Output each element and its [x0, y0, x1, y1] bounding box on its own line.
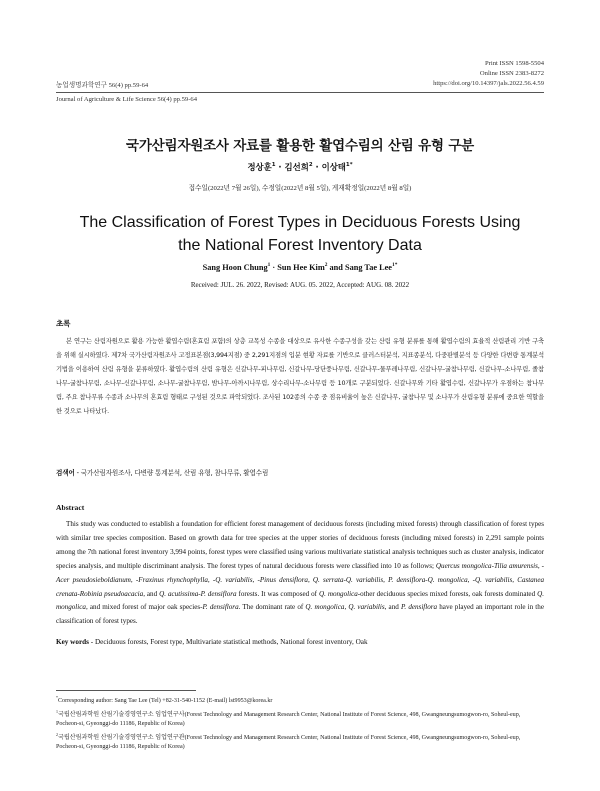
footnote-mark: *: [56, 695, 58, 700]
authors-en: [0, 262, 600, 272]
author-ko-1: 정상훈: [247, 162, 272, 172]
keywords-en-list: - Deciduous forests, Forest type, Multivariate statistical methods, National forest inventory, Oak: [88, 638, 368, 646]
keywords-ko-list: - 국가산림자원조사, 다변량 통계분석, 산림 유형, 참나무류, 활엽수림: [74, 469, 269, 477]
keywords-en: [56, 638, 544, 646]
footnote-mark: 2: [56, 731, 58, 737]
issn-block: [433, 59, 544, 89]
dates-en: Received: JUL. 26. 2022, Revised: AUG. 05. 2022, Accepted: AUG. 08. 2022: [190, 281, 410, 289]
title-en-line1: The Classification of Forest Types in Deciduous Forests Using: [79, 214, 521, 231]
title-en: [0, 211, 600, 257]
species-name: Q. serrata-Q. variabilis: [312, 575, 384, 584]
species-name: Q. mongolica: [319, 589, 358, 598]
author-ko-2-sup: 2: [308, 162, 313, 169]
species-name: Q. mongolica: [56, 589, 544, 612]
keywords-en-label: Key words: [56, 638, 89, 646]
print-issn: Print ISSN 1598-5504: [485, 60, 544, 67]
abstract-en-heading: Abstract: [56, 503, 85, 512]
abstract-text: , and mixed forest of major oak species-: [85, 603, 203, 612]
footnote-text: 국립산림과학원 산림기술경영연구소 임업연구사(Forest Technology and Management Research Center, National Institute of Forest Science, 498, Gwangneungsumogwon-ro, Soheul-eup, Pocheon-si, Gyeonggi-do 11186, Republic of Korea): [56, 711, 521, 728]
keywords-ko-label: 검색어: [56, 469, 75, 477]
title-ko: 국가산림자원조사 자료를 활용한 활엽수림의 산림 유형 구분: [125, 138, 475, 154]
author-en-3-sup: 1*: [392, 262, 398, 268]
abstract-ko-body: [56, 335, 544, 418]
author-ko-1-sup: 1: [271, 162, 276, 169]
abstract-text: ,: [130, 575, 136, 584]
footnote-corresponding: [56, 693, 544, 707]
author-en-2-sup: 2: [324, 262, 328, 268]
abstract-text: This study was conducted to establish a foundation for efficient forest management of deciduous forests (including mixed forests) through classification of forest types with similar tree species composition. Based on growth data for tree species at the upper stories of deciduous forests (including mixed forests) in 2,291 sample points among the 7th national forest inventory 3,994 points, forest types were classified using various multivariate statistical analysis techniques such as cluster analysis, indicator species analysis, and multiple discriminant analysis. The forest types of natural deciduous forests were classified into 10 as follows;: [56, 520, 544, 570]
abstract-ko-text: 본 연구는 산림자원으로 활용 가능한 활엽수림(혼효림 포함)의 상층 교목성 수종을 대상으로 유사한 수종구성을 갖는 산림 유형 분류를 통해 활엽수림의 효율적 산림관리 기반 구축을 위해 실시하였다. 제7차 국가산림자원조사 고정표본점(3,994지점) 중 2,291지점의 입분 현황 자료를 기반으로 클러스터분석, 지표종분석, 다중판별분석 등 다양한 다변량 통계분석 기법을 이용하여 산림 유형을 분류하였다. 활엽수림의 산림 유형은 신갈나무-피나무림, 신갈나무-당단풍나무림, 신갈나무-물푸레나무림, 신갈나무-굴참나무림, 신갈나무-소나무림, 졸참나무-굴참나무림, 소나무-신갈나무림, 소나무-굴참나무림, 밤나무-아까시나무림, 상수리나무-소나무림 등 10개로 구분되었다. 신갈나무와 기타 활엽수림, 신갈나무가 우점하는 참나무림, 주요 참나무류 수종과 소나무의 혼효림 형태로 구성된 것으로 파악되었다. 조사된 102종의 수종 중 점유비율이 높은 신갈나무, 굴참나무 및 소나무가 산림유형 분류에 중요한 역할을 한 것으로 나타났다.: [56, 338, 544, 415]
species-name: Q. variabilis: [348, 603, 385, 612]
conjunction: and: [327, 262, 345, 272]
species-name: -Acer pseudosieboldianum: [56, 561, 545, 584]
authors-ko: [0, 161, 600, 173]
abstract-text: ,: [383, 575, 389, 584]
footnotes: [56, 693, 544, 753]
abstract-ko-heading: 초록: [56, 319, 71, 328]
abstract-text: ,: [252, 575, 258, 584]
abstract-en-body: [56, 518, 544, 629]
abstract-text: . The dominant rate of: [238, 603, 306, 612]
journal-ko: 농업생명과학연구 56(4) pp.59-64: [56, 82, 149, 89]
abstract-text: ,: [512, 575, 518, 584]
author-ko-2: 김선희: [284, 162, 309, 172]
species-name: P. densiflora: [202, 603, 239, 612]
species-name: P. densiflora-Q. mongolica: [388, 575, 468, 584]
keywords-ko: [56, 467, 544, 477]
species-name: Q. mongolica: [305, 603, 345, 612]
author-ko-3: 이상태: [321, 162, 346, 172]
abstract-text: have played an important role in the classification of forest types.: [56, 603, 544, 626]
abstract-text: ,: [207, 575, 213, 584]
footnote-2: [56, 730, 544, 753]
footnote-1: [56, 707, 544, 730]
footnote-text: Corresponding author: Sang Tae Lee (Tel) +82-31-540-1152 (E-mail) lst9953@korea.kr: [57, 698, 273, 705]
species-name: P. densiflora: [400, 603, 438, 612]
abstract-text: ,: [344, 603, 349, 612]
online-issn: Online ISSN 2383-8272: [479, 70, 544, 77]
author-en-1: Sang Hoon Chung: [202, 262, 268, 272]
species-name: Castanea crenata-Robinia pseudoacacia: [56, 575, 545, 598]
species-name: -Q. variabilis: [212, 575, 253, 584]
species-name: -Q. variabilis: [472, 575, 513, 584]
author-en-1-sup: 1: [267, 262, 271, 268]
header-rule: [56, 92, 544, 93]
title-en-line2: the National Forest Inventory Data: [178, 237, 422, 254]
author-en-3: Sang Tae Lee: [344, 262, 392, 272]
separator: ·: [312, 162, 322, 172]
journal-en: Journal of Agriculture & Life Science 56(4) pp.59-64: [56, 96, 197, 103]
species-name: Quercus mongolica-Tilia amurensis: [435, 561, 538, 570]
dates-ko: 접수일(2022년 7월 26일), 수정일(2022년 8월 5일), 게재확정일(2022년 8월 8일): [188, 185, 412, 192]
separator: ·: [275, 162, 285, 172]
species-name: -Pinus densiflora: [257, 575, 308, 584]
abstract-text: ,: [537, 561, 542, 570]
abstract-text: , and: [143, 589, 160, 598]
species-name: -Fraxinus rhynchophylla: [135, 575, 208, 584]
footnote-text: 국립산림과학원 산림기술경영연구소 임업연구관(Forest Technology and Management Research Center, National Institute of Forest Science, 498, Gwangneungsumogwon-ro, Soheul-eup, Pocheon-si, Gyeonggi-do 11186, Republic of Korea): [56, 734, 521, 751]
author-en-2: Sun Hee Kim: [277, 262, 325, 272]
footnote-rule: [56, 690, 196, 691]
abstract-text: -other deciduous species mixed forests, oak forests dominated: [357, 589, 538, 598]
species-name: Q. acutissima-P. densiflora: [159, 589, 237, 598]
doi-link[interactable]: https://doi.org/10.14397/jals.2022.56.4.59: [433, 80, 544, 87]
abstract-text: , and: [384, 603, 401, 612]
abstract-text: ,: [467, 575, 473, 584]
footnote-mark: 1: [56, 708, 58, 714]
author-ko-3-sup: 1*: [345, 162, 353, 169]
abstract-text: ,: [307, 575, 313, 584]
separator: ·: [270, 262, 278, 272]
abstract-text: forests. It was composed of: [236, 589, 319, 598]
